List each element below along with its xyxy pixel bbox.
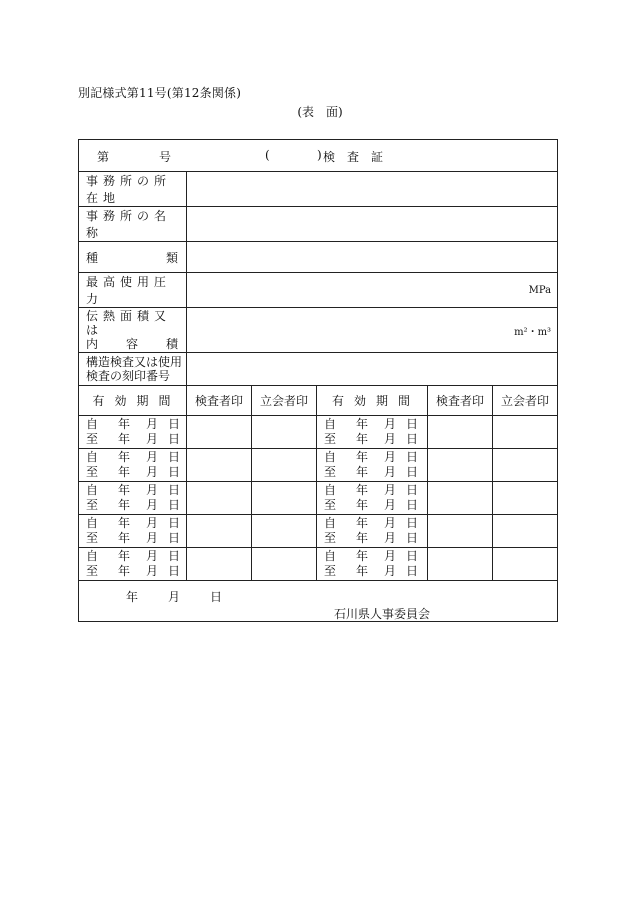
witness-seal-left [252,449,317,482]
validity-period-header-left: 有効期間 [79,386,187,416]
office-name-value [187,207,558,242]
witness-seal-left [252,548,317,581]
inspector-seal-right [428,548,493,581]
office-location-label: 事務所の所在地 [79,172,187,207]
inspector-seal-left [187,482,252,515]
witness-seal-right [493,548,558,581]
period-rows [79,416,558,581]
witness-seal-right [493,482,558,515]
max-pressure-label: 最高使用圧力 [79,273,187,308]
issuer-name: 石川県人事委員会 [334,607,431,621]
validity-period-left: 自 年 月 日 至 年 月 日 [79,548,187,581]
witness-seal-left [252,482,317,515]
paren-close: ) [317,148,322,162]
inspector-seal-left [187,449,252,482]
period-row [79,416,558,449]
period-row [79,449,558,482]
inspector-seal-header-right: 検査者印 [428,386,493,416]
office-location-value [187,172,558,207]
validity-period-header-right: 有効期間 [317,386,428,416]
inspector-seal-right [428,416,493,449]
period-row [79,482,558,515]
issue-date: 年 月 日 [126,590,223,604]
inspector-seal-left [187,515,252,548]
validity-header-row [79,386,558,416]
inspector-seal-left [187,548,252,581]
heat-area-unit: m²・m³ [187,308,558,353]
inspector-seal-left [187,416,252,449]
validity-period-right: 自 年 月 日 至 年 月 日 [317,449,428,482]
number-prefix: 第 [97,150,110,164]
certificate-title: 検 査 証 [323,150,384,164]
validity-period-right: 自 年 月 日 至 年 月 日 [317,416,428,449]
certificate-table [78,139,558,622]
footer-cell [79,581,558,622]
inspector-seal-right [428,482,493,515]
validity-period-left: 自 年 月 日 至 年 月 日 [79,515,187,548]
type-value [187,242,558,273]
witness-seal-header-right: 立会者印 [493,386,558,416]
stamp-number-label: 構造検査又は使用 検査の刻印番号 [79,353,187,386]
form-reference: 別記様式第11号(第12条関係) [78,86,242,100]
heat-area-label: 伝熱面積又は 内 容 積 [79,308,187,353]
type-label: 種 類 [79,242,187,273]
max-pressure-unit: MPa [187,273,558,308]
witness-seal-left [252,515,317,548]
witness-seal-left [252,416,317,449]
inspector-seal-right [428,449,493,482]
inspector-seal-header-left: 検査者印 [187,386,252,416]
side-label: (表 面) [297,105,343,119]
witness-seal-right [493,515,558,548]
validity-period-left: 自 年 月 日 至 年 月 日 [79,482,187,515]
witness-seal-right [493,449,558,482]
witness-seal-header-left: 立会者印 [252,386,317,416]
stamp-number-value [187,353,558,386]
period-row [79,515,558,548]
number-suffix: 号 [159,150,172,164]
validity-period-right: 自 年 月 日 至 年 月 日 [317,515,428,548]
title-row [79,140,558,172]
validity-period-right: 自 年 月 日 至 年 月 日 [317,482,428,515]
period-row [79,548,558,581]
validity-period-left: 自 年 月 日 至 年 月 日 [79,416,187,449]
office-name-label: 事務所の名称 [79,207,187,242]
validity-period-left: 自 年 月 日 至 年 月 日 [79,449,187,482]
inspector-seal-right [428,515,493,548]
witness-seal-right [493,416,558,449]
title-cell [79,140,558,172]
paren-open: ( [265,148,270,162]
validity-period-right: 自 年 月 日 至 年 月 日 [317,548,428,581]
